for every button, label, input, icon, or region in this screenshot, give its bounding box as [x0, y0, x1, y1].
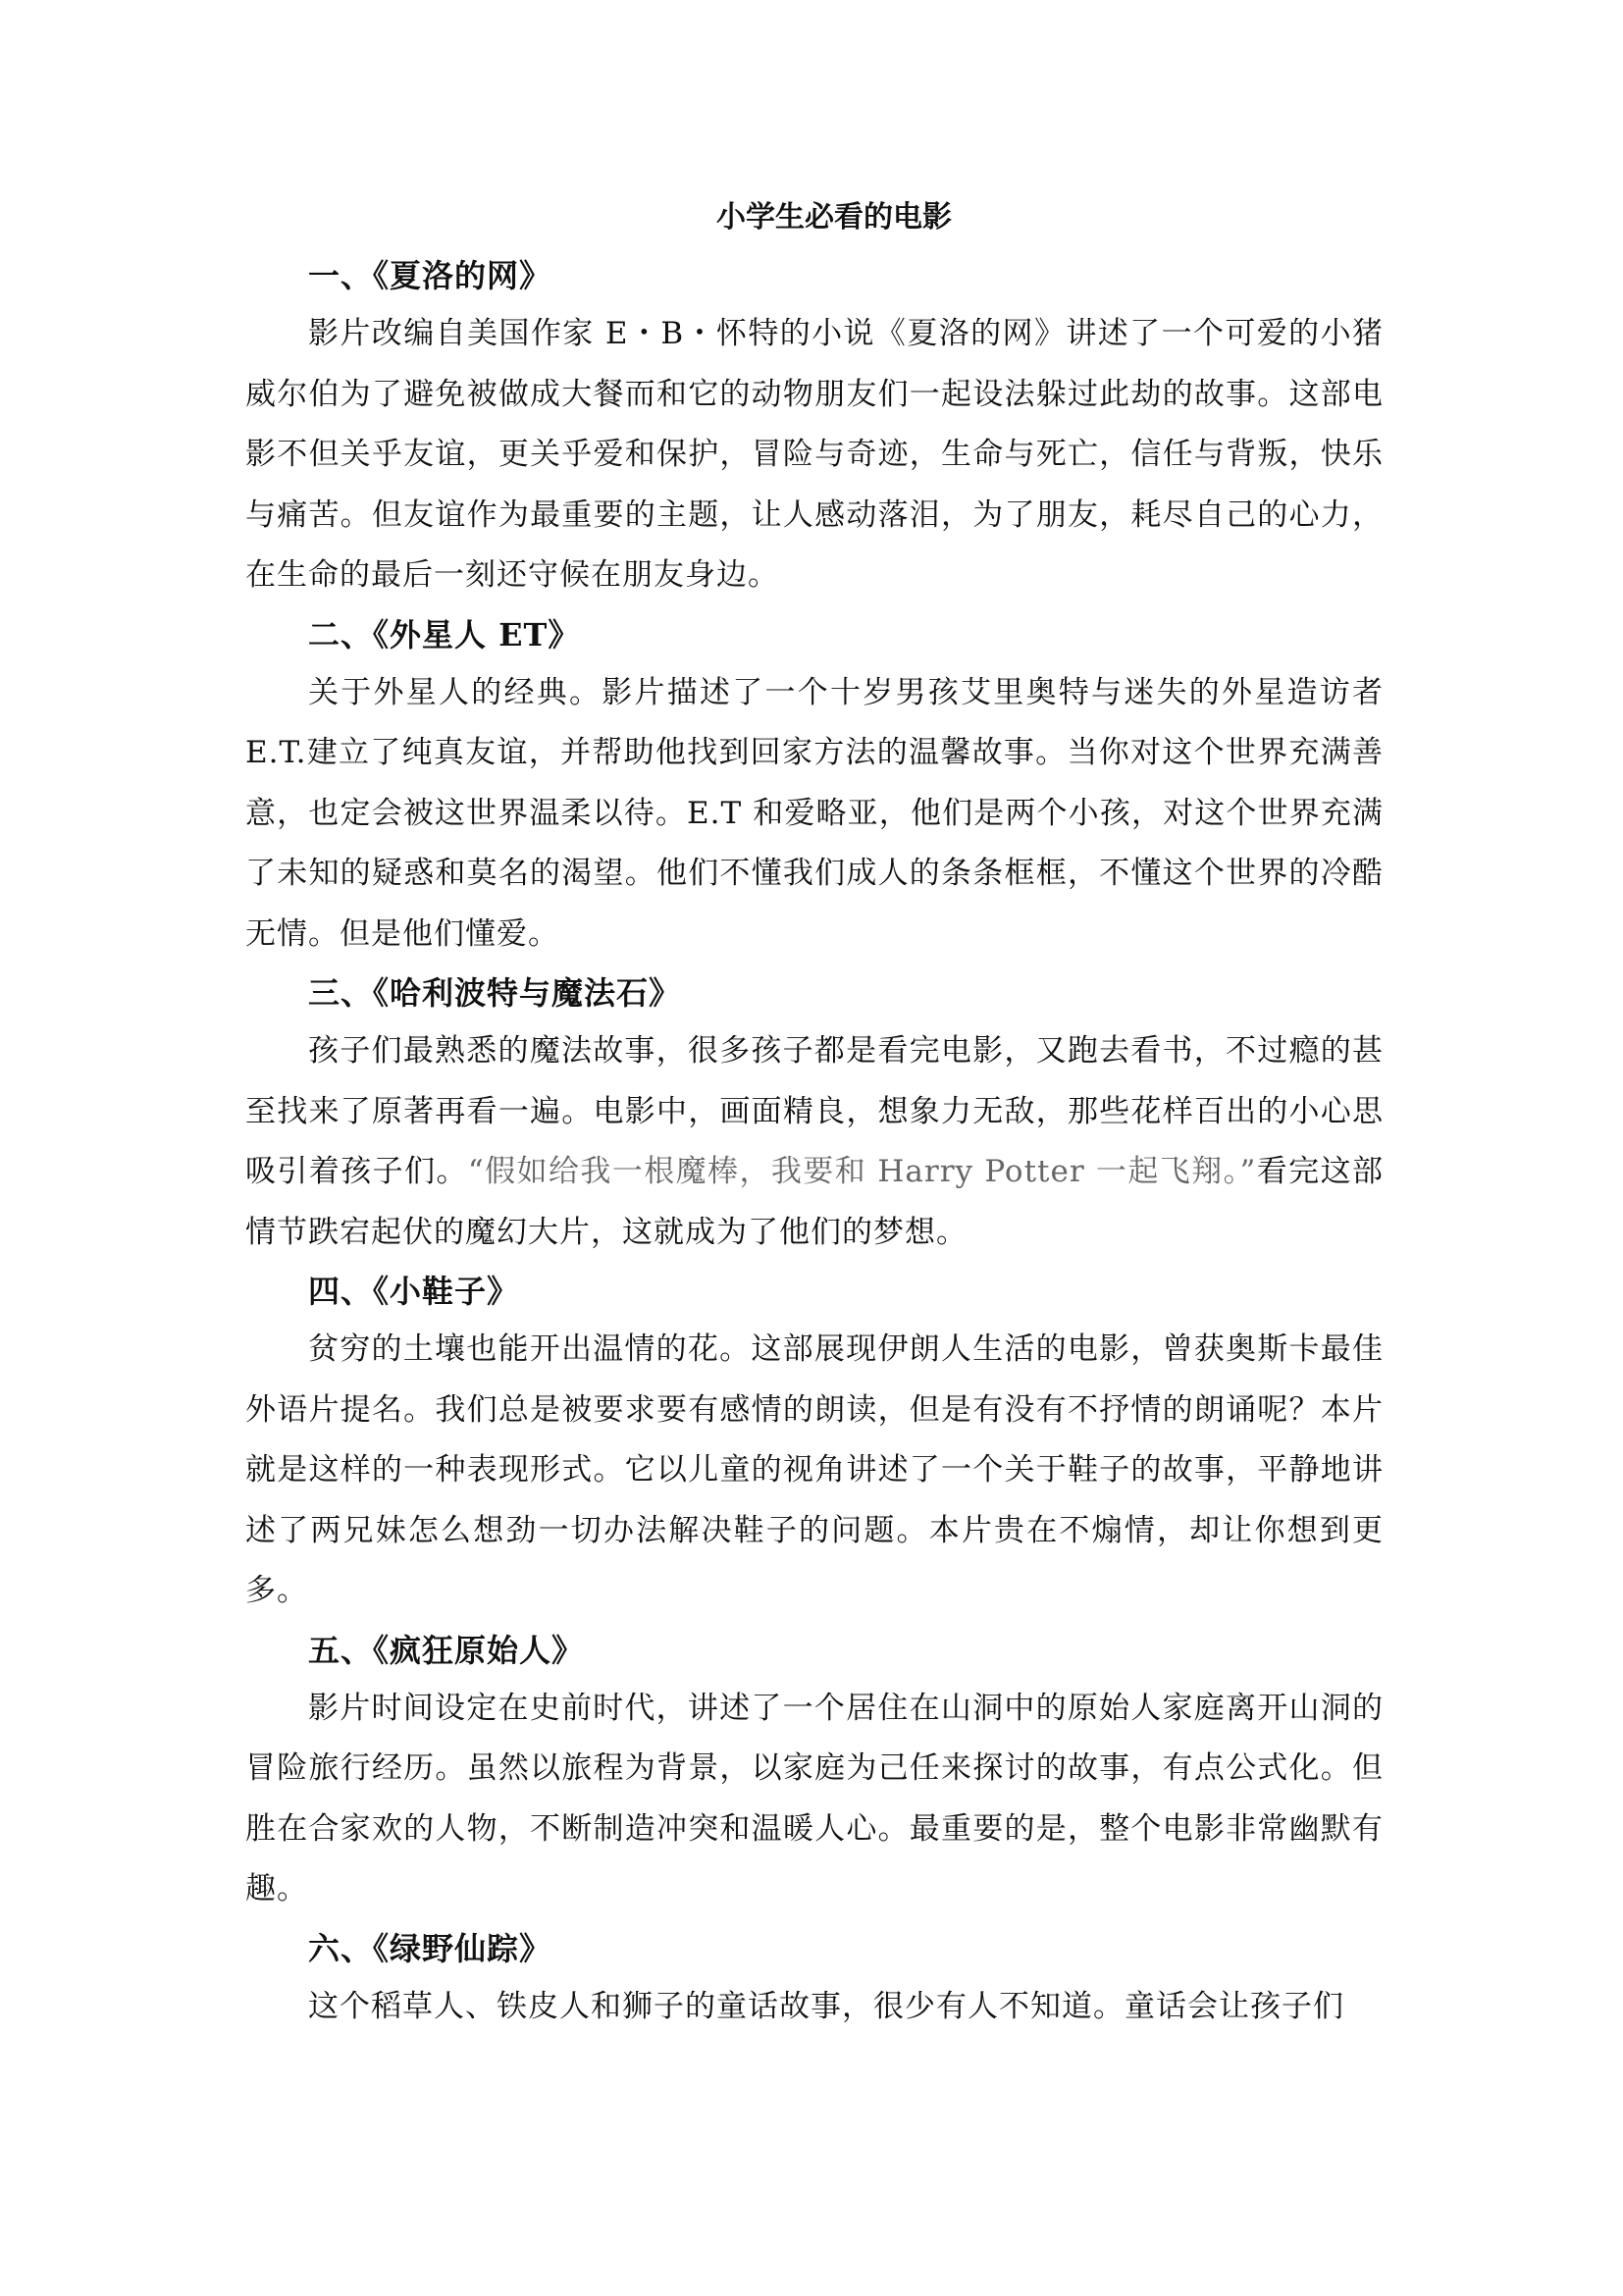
section-body-text: 孩子们最熟悉的魔法故事，很多孩子都是看完电影，又跑去看书，不过瘾的甚至找来了原著再看一遍。电影中，画面精良，想象力无敌，那些花样百出的小心思吸引着孩子们。	[245, 1033, 1384, 1189]
section-body: 这个稻草人、铁皮人和狮子的童话故事，很少有人不知道。童话会让孩子们	[308, 1988, 1344, 2024]
section-body	[245, 1021, 1384, 1263]
section-harry-potter	[245, 965, 1384, 1263]
section-body: 影片改编自美国作家 E・B・怀特的小说《夏洛的网》讲述了一个可爱的小猪威尔伯为了避免被做成大餐而和它的动物朋友们一起设法躲过此劫的故事。这部电影不但关乎友谊，更关乎爱和保护，冒险与奇迹，生命与死亡，信任与背叛，快乐与痛苦。但友谊作为最重要的主题，让人感动落泪，为了朋友，耗尽自己的心力，在生命的最后一刻还守候在朋友身边。	[245, 316, 1384, 593]
document-page	[245, 196, 1384, 2037]
section-heading: 六、《绿野仙踪》	[308, 1929, 552, 1967]
section-body: 关于外星人的经典。影片描述了一个十岁男孩艾里奥特与迷失的外星造访者 E.T.建立了纯真友谊，并帮助他找到回家方法的温馨故事。当你对这个世界充满善意，也定会被这世界温柔以待。E.T 和爱略亚，他们是两个小孩，对这个世界充满了未知的疑惑和莫名的渴望。他们不懂我们成人的条条框框，不懂这个世界的冷酷无情。但是他们懂爱。	[245, 674, 1384, 952]
section-heading: 一、《夏洛的网》	[308, 257, 552, 294]
section-body: 影片时间设定在史前时代，讲述了一个居住在山洞中的原始人家庭离开山洞的冒险旅行经历。虽然以旅程为背景，以家庭为己任来探讨的故事，有点公式化。但胜在合家欢的人物，不断制造冲突和温暖人心。最重要的是，整个电影非常幽默有趣。	[245, 1690, 1384, 1906]
section-heading: 三、《哈利波特与魔法石》	[308, 974, 682, 1012]
section-body-text: 看完这部情节跌宕起伏的魔幻大片，这就成为了他们的梦想。	[245, 1154, 1385, 1250]
section-heading: 四、《小鞋子》	[308, 1273, 520, 1310]
section-charlottes-web	[245, 247, 1384, 606]
section-et	[245, 606, 1384, 965]
section-heading: 五、《疯狂原始人》	[308, 1631, 585, 1669]
section-the-croods	[245, 1622, 1384, 1920]
section-body: 贫穷的土壤也能开出温情的花。这部展现伊朗人生活的电影，曾获奥斯卡最佳外语片提名。我们总是被要求要有感情的朗读，但是有没有不抒情的朗诵呢？本片就是这样的一种表现形式。它以儿童的视角讲述了一个关于鞋子的故事，平静地讲述了两兄妹怎么想劲一切办法解决鞋子的问题。本片贵在不煽情，却让你想到更多。	[245, 1331, 1384, 1608]
section-children-of-heaven	[245, 1263, 1384, 1622]
section-wizard-of-oz	[245, 1920, 1384, 2038]
movie-quote: “假如给我一根魔棒，我要和 Harry Potter 一起飞翔。”	[467, 1154, 1257, 1189]
section-heading: 二、《外星人 ET》	[308, 615, 581, 653]
document-title: 小学生必看的电影	[716, 200, 952, 235]
